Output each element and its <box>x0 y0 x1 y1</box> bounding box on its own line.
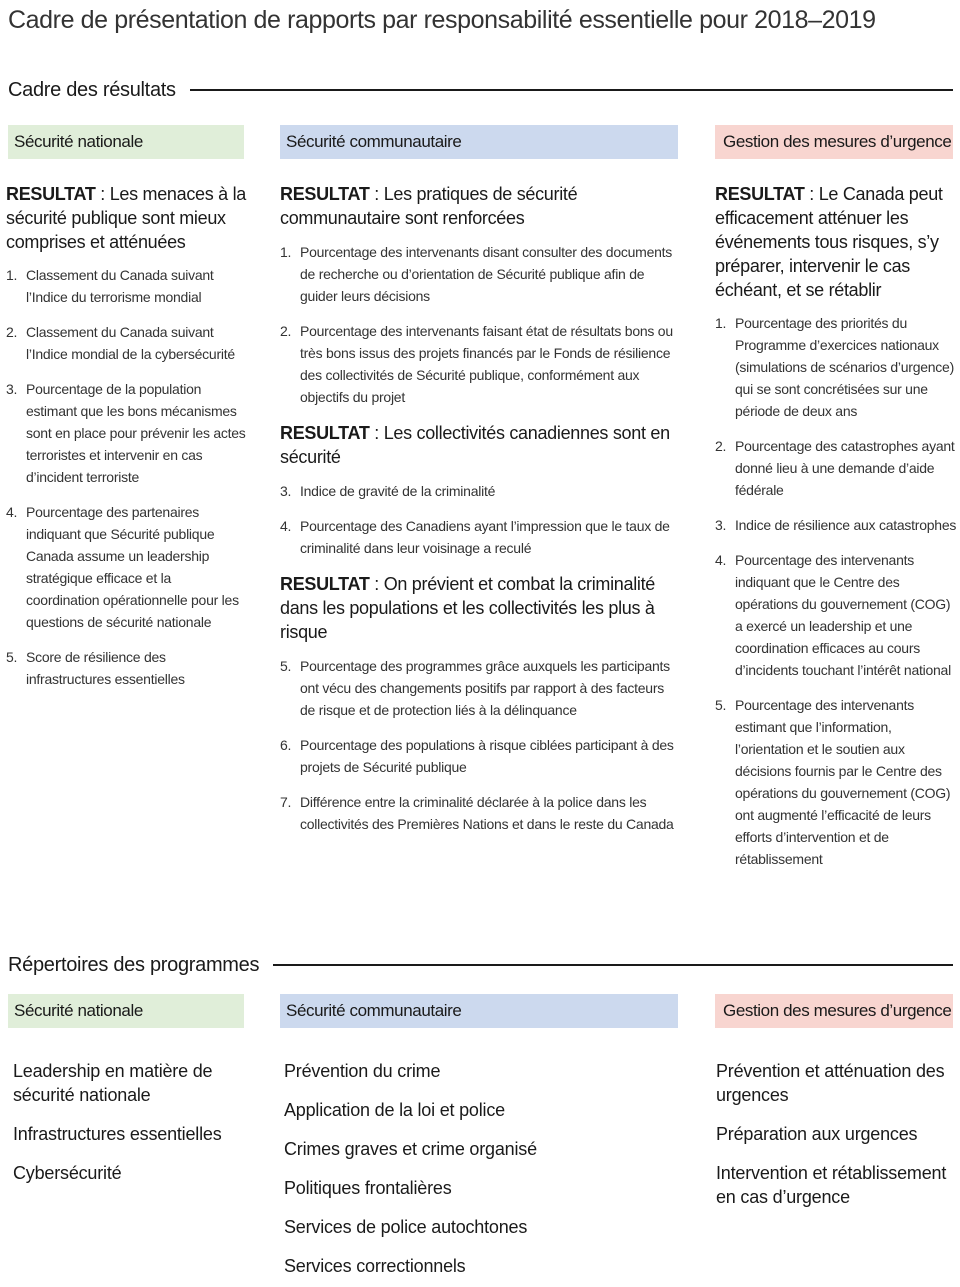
result-text: : Les menaces à la sécurité publique sont mieux comprises et atténuées <box>6 184 246 252</box>
results-column-community-safety <box>280 182 680 848</box>
indicator-text: Pourcentage des intervenants disant consulter des documents de recherche ou d’orientation de Sécurité publique afin de guider leurs décisions <box>300 244 673 304</box>
result-text: : Le Canada peut efficacement atténuer les événements tous risques, s’y préparer, intervenir le cas échéant, et se rétablir <box>715 184 943 300</box>
indicator-number: 6. <box>280 737 292 753</box>
indicator-number: 7. <box>280 794 292 810</box>
program-item: Intervention et rétablissement en cas d’urgence <box>716 1163 947 1207</box>
result-text: : On prévient et combat la criminalité dans les populations et les collectivités les plus à risque <box>280 574 656 642</box>
indicator-text: Score de résilience des infrastructures essentielles <box>26 649 185 687</box>
result-keyword: RESULTAT <box>280 423 370 443</box>
result-keyword: RESULTAT <box>280 574 370 594</box>
indicator-text: Indice de résilience aux catastrophes <box>735 517 957 533</box>
indicator-number: 2. <box>6 324 18 340</box>
program-list-community-safety <box>284 1059 684 1287</box>
results-header-national-security: Sécurité nationale <box>8 125 244 159</box>
indicator-number: 5. <box>715 697 727 713</box>
indicator-number: 3. <box>6 381 18 397</box>
result-text: : Les collectivités canadiennes sont en sécurité <box>280 423 670 467</box>
indicator-text: Différence entre la criminalité déclarée à la police dans les collectivités des Premières Nations et dans le reste du Canada <box>300 794 674 832</box>
result-keyword: RESULTAT <box>280 184 370 204</box>
indicator-number: 4. <box>715 552 727 568</box>
programs-header-community-safety: Sécurité communautaire <box>280 994 678 1028</box>
indicator-item <box>715 312 957 422</box>
indicator-text: Pourcentage des programmes grâce auxquels les participants ont vécu des changements positifs par rapport à des facteurs de risque et de protection liés à la délinquance <box>300 658 670 718</box>
result-statement <box>280 421 680 469</box>
indicator-item <box>715 549 957 681</box>
result-text: : Les pratiques de sécurité communautaire sont renforcées <box>280 184 578 228</box>
indicator-number: 4. <box>6 504 18 520</box>
indicator-number: 2. <box>280 323 292 339</box>
indicator-item <box>715 435 957 501</box>
result-statement <box>6 182 246 254</box>
indicator-item <box>6 321 246 365</box>
program-item: Services correctionnels <box>284 1256 466 1276</box>
section-divider <box>190 89 953 91</box>
program-inventory-label: Répertoires des programmes <box>8 953 260 976</box>
results-framework-heading <box>8 74 953 106</box>
indicator-number: 1. <box>715 315 727 331</box>
indicator-list <box>280 655 680 835</box>
indicator-item <box>280 480 680 502</box>
indicator-item <box>280 241 680 307</box>
indicator-text: Pourcentage des partenaires indiquant que Sécurité publique Canada assume un leadership stratégique efficace et la coordination opérationnelle pour les questions de sécurité nationale <box>26 504 239 630</box>
program-inventory-heading <box>8 949 953 981</box>
indicator-text: Pourcentage des intervenants estimant que l’information, l’orientation et le soutien aux décisions fournis par le Centre des opérations du gouvernement (COG) ont augmenté l’efficacité de leurs efforts d’intervention et de rétablissement <box>735 697 951 867</box>
indicator-text: Classement du Canada suivant l’Indice du terrorisme mondial <box>26 267 214 305</box>
indicator-item <box>6 501 246 633</box>
indicator-item <box>280 320 680 408</box>
indicator-list <box>715 312 957 870</box>
indicator-list <box>280 241 680 408</box>
result-statement <box>280 182 680 230</box>
results-framework-label: Cadre des résultats <box>8 78 176 101</box>
indicator-text: Indice de gravité de la criminalité <box>300 483 496 499</box>
program-item: Services de police autochtones <box>284 1217 528 1237</box>
results-column-emergency-management <box>715 182 957 883</box>
programs-header-emergency-management: Gestion des mesures d’urgence <box>715 994 953 1028</box>
result-statement <box>715 182 957 302</box>
indicator-item <box>280 515 680 559</box>
section-divider <box>273 964 953 966</box>
indicator-item <box>280 734 680 778</box>
indicator-item <box>715 514 957 536</box>
indicator-item <box>715 694 957 870</box>
indicator-number: 4. <box>280 518 292 534</box>
page-title: Cadre de présentation de rapports par responsabilité essentielle pour 2018–2019 <box>8 6 876 34</box>
indicator-item <box>6 264 246 308</box>
indicator-text: Pourcentage des populations à risque ciblées participant à des projets de Sécurité publique <box>300 737 674 775</box>
program-item: Prévention et atténuation des urgences <box>716 1061 945 1105</box>
indicator-item <box>6 646 246 690</box>
indicator-item <box>280 791 680 835</box>
result-keyword: RESULTAT <box>715 184 805 204</box>
indicator-item <box>280 655 680 721</box>
program-list-emergency-management <box>716 1059 956 1224</box>
indicator-text: Classement du Canada suivant l’Indice mondial de la cybersécurité <box>26 324 235 362</box>
result-statement <box>280 572 680 644</box>
results-column-national-security <box>6 182 246 703</box>
indicator-number: 1. <box>280 244 292 260</box>
indicator-text: Pourcentage des Canadiens ayant l’impression que le taux de criminalité dans leur voisinage a reculé <box>300 518 670 556</box>
indicator-text: Pourcentage des catastrophes ayant donné lieu à une demande d’aide fédérale <box>735 438 955 498</box>
results-header-emergency-management: Gestion des mesures d’urgence <box>715 125 953 159</box>
program-item: Cybersécurité <box>13 1163 122 1183</box>
indicator-number: 2. <box>715 438 727 454</box>
program-list-national-security <box>13 1059 245 1200</box>
indicator-number: 5. <box>280 658 292 674</box>
indicator-text: Pourcentage des intervenants indiquant que le Centre des opérations du gouvernement (COG) a exercé un leadership et une coordination efficaces au cours d’incidents touchant l’intérêt national <box>735 552 951 678</box>
indicator-text: Pourcentage de la population estimant que les bons mécanismes sont en place pour prévenir les actes terroristes et intervenir en cas d’incident terroriste <box>26 381 246 485</box>
indicator-number: 3. <box>715 517 727 533</box>
program-item: Crimes graves et crime organisé <box>284 1139 537 1159</box>
indicator-list <box>280 480 680 559</box>
program-item: Infrastructures essentielles <box>13 1124 222 1144</box>
indicator-number: 3. <box>280 483 292 499</box>
indicator-item <box>6 378 246 488</box>
program-item: Application de la loi et police <box>284 1100 505 1120</box>
result-keyword: RESULTAT <box>6 184 96 204</box>
indicator-list <box>6 264 246 690</box>
program-item: Politiques frontalières <box>284 1178 452 1198</box>
indicator-number: 5. <box>6 649 18 665</box>
program-item: Préparation aux urgences <box>716 1124 918 1144</box>
indicator-number: 1. <box>6 267 18 283</box>
program-item: Leadership en matière de sécurité nationale <box>13 1061 213 1105</box>
results-header-community-safety: Sécurité communautaire <box>280 125 678 159</box>
programs-header-national-security: Sécurité nationale <box>8 994 244 1028</box>
program-item: Prévention du crime <box>284 1061 441 1081</box>
indicator-text: Pourcentage des priorités du Programme d’exercices nationaux (simulations de scénarios d’urgence) qui se sont concrétisées sur une période de deux ans <box>735 315 954 419</box>
indicator-text: Pourcentage des intervenants faisant état de résultats bons ou très bons issus des projets financés par le Fonds de résilience des collectivités de Sécurité publique, conformément aux objectifs du projet <box>300 323 673 405</box>
